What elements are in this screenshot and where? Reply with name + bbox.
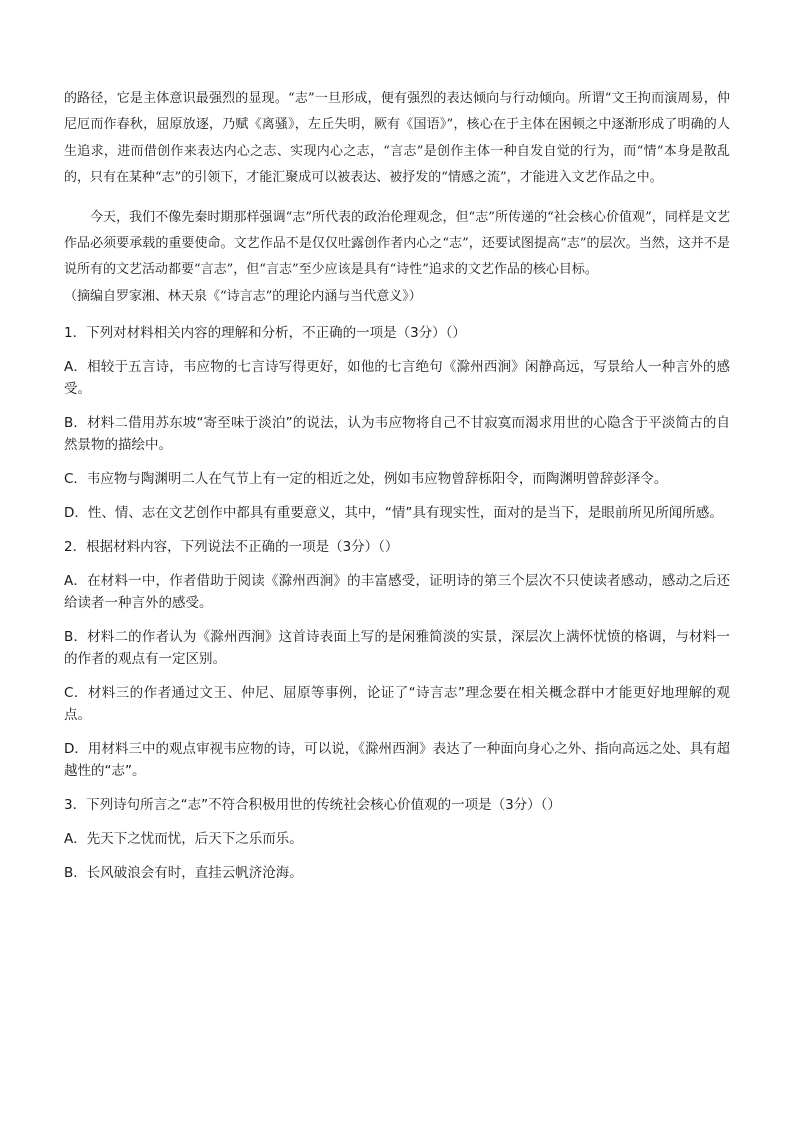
question-option-a: A．在材料一中，作者借助于阅读《滁州西涧》的丰富感受，证明诗的第三个层次不只使读者感动，感动之后还给读者一种言外的感受。 [64, 573, 730, 612]
question-option-d: D．性、情、志在文艺创作中都具有重要意义，其中，“情”具有现实性，面对的是当下，是眼前所见所闻所感。 [64, 505, 723, 522]
question-option-c: C．材料三的作者通过文王、仲尼、屈原等事例，论证了“诗言志”理念要在相关概念群中才能更好地理解的观点。 [64, 685, 730, 724]
passage-paragraph-1: 的路径，它是主体意识最强烈的显现。“志”一旦形成，便有强烈的表达倾向与行动倾向。所谓“文王拘而演周易，仲尼厄而作春秋，屈原放逐，乃赋《离骚》，左丘失明，厥有《国语》”，核心在于主体在困顿之中逐渐形成了明确的人生追求，进而借创作来表达内心之志、实现内心之志，“言志”是创作主体一种自发自觉的行为，而“情”本身是散乱的，只有在某种“志”的引领下，才能汇聚成可以被表达、被抒发的“情感之流”，才能进入文艺作品之中。 [64, 91, 730, 186]
question-2 [64, 536, 730, 782]
question-option-a: A．相较于五言诗，韦应物的七言诗写得更好，如他的七言绝句《滁州西涧》闲静高远，写景给人一种言外的感受。 [64, 359, 730, 398]
question-option-d: D．用材料三中的观点审视韦应物的诗，可以说，《滁州西涧》表达了一种面向身心之外、指向高远之处、具有超越性的“志”。 [64, 741, 730, 780]
passage-source: （摘编自罗家湘、林天泉《“诗言志”的理论内涵与当代意义》） [64, 288, 422, 304]
question-option-c: C．韦应物与陶渊明二人在气节上有一定的相近之处，例如韦应物曾辞栎阳令，而陶渊明曾辞彭泽令。 [64, 471, 668, 488]
question-option-b: B．长风破浪会有时，直挂云帆济沧海。 [64, 865, 303, 882]
question-option-b: B．材料二借用苏东坡“寄至味于淡泊”的说法，认为韦应物将自己不甘寂寞而渴求用世的心隐含于平淡简古的自然景物的描绘中。 [64, 415, 730, 454]
question-stem: 3．下列诗句所言之“志”不符合积极用世的传统社会核心价值观的一项是（3分）（） [64, 797, 561, 814]
question-list [64, 322, 730, 884]
reading-passage [64, 86, 730, 310]
question-stem: 2．根据材料内容，下列说法不正确的一项是（3分）（） [64, 539, 399, 556]
question-stem: 1．下列对材料相关内容的理解和分析，不正确的一项是（3分）（） [64, 325, 466, 342]
passage-paragraph-2: 今天，我们不像先秦时期那样强调“志”所代表的政治伦理观念，但“志”所传递的“社会核心价值观”，同样是文艺作品必须要承载的重要使命。文艺作品不是仅仅吐露创作者内心之“志”，还要试图提高“志”的层次。当然，这并不是说所有的文艺活动都要“言志”，但“言志”至少应该是具有“诗性”追求的文艺作品的核心目标。 [64, 209, 730, 278]
question-option-b: B．材料二的作者认为《滁州西涧》这首诗表面上写的是闲雅简淡的实景，深层次上满怀忧愤的格调，与材料一的作者的观点有一定区别。 [64, 629, 730, 668]
question-3 [64, 794, 730, 884]
question-1 [64, 322, 730, 524]
question-option-a: A．先天下之忧而忧，后天下之乐而乐。 [64, 831, 303, 848]
